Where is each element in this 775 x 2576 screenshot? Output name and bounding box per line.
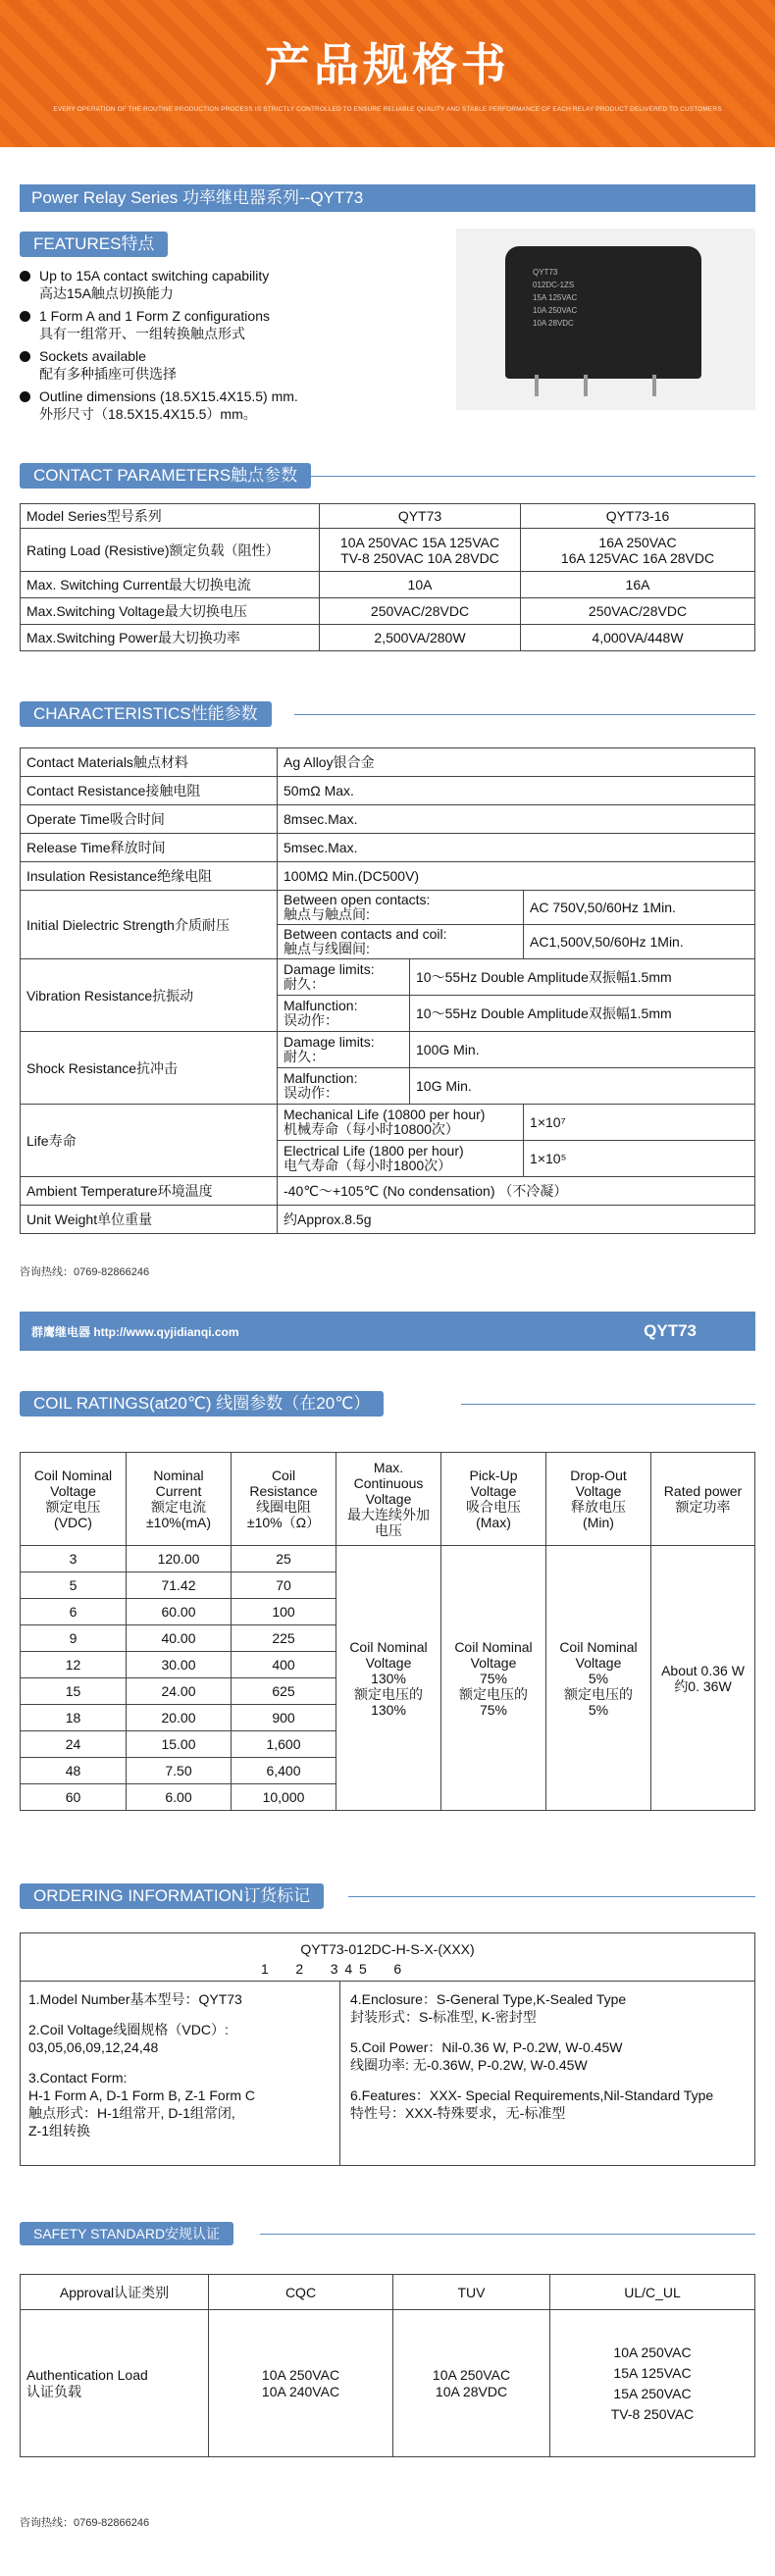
contact-table: Model Series型号系列 QYT73 QYT73-16 Rating Load (Resistive)额定负载（阻性） 10A 250VAC 15A 125VAC TV-8 250VAC 10A 28VDC 16A 250VAC 16A 125VAC 16A 28VDC Max. Switching Current最大切换电流 10A 16A Max.Switching Voltage最大切换电压 250VAC/28VDC 250VAC/28VDC Max.Switching Power最大切换功率 2,500VA/280W 4,000VA/448W — [20, 503, 755, 651]
company-strip — [20, 1312, 755, 1351]
hotline-footer: 咨询热线：0769-82866246 — [20, 2517, 150, 2529]
banner-subtitle: EVERY OPERATION OF THE ROUTINE PRODUCTION PROCESS IS STRICTLY CONTROLLED TO ENSURE RELIABLE QUALITY AND STABLE PERFORMANCE OF EACH RELAY PRODUCT DELIVERED TO CUSTOMERS — [53, 106, 722, 113]
ordering-heading: ORDERING INFORMATION订货标记 — [20, 1883, 324, 1909]
feature-item: Sockets available 配有多种插座可供选择 — [18, 347, 449, 383]
feature-item: 1 Form A and 1 Form Z configurations 具有一组常开、一组转换触点形式 — [18, 307, 449, 342]
char-table: Contact Materials触点材料 Ag Alloy银合金 Contact Resistance接触电阻 50mΩ Max. Operate Time吸合时间 8msec.Max. Release Time释放时间 5msec.Max. Insulation Resistance绝缘电阻 100MΩ Min.(DC500V) Initial Dielectric Strength介质耐压 Between open contacts: 触点与触点间: AC 750V,50/60Hz 1Min. Between contacts and coil: 触点与线圈间: AC1,500V,50/60Hz 1Min. Vibration Resistance抗振动 Damage limits: 耐久： 10～55Hz Double Amplitude双振幅1.5mm Malfunction: 误动作： 10～55Hz Double Amplitude双振幅1.5mm Shock Resistance抗冲击 Damage limits: 耐久： 100G Min. Malfunction: 误动作： 10G Min. Life寿命 Mechanical Life (10800 per hour) 机械寿命（每小时10800次） 1×10⁷ Electrical Life (1800 per hour) 电气寿命（每小时1800次） 1×10⁵ Ambient Temperature环境温度 -40℃～+105℃ (No condensation) （不冷凝） Unit Weight单位重量 约Approx.8.5g — [20, 747, 755, 1234]
feature-item: Up to 15A contact switching capability 高达15A触点切换能力 — [18, 267, 449, 302]
series-title: Power Relay Series 功率继电器系列--QYT73 — [20, 184, 755, 212]
hotline: 咨询热线：0769-82866246 — [20, 1266, 150, 1278]
page-title: 产品规格书 — [265, 38, 510, 91]
relay-photo — [456, 229, 755, 410]
safety-table: Approval认证类别 CQC TUV UL/C_UL Authentication Load 认证负载 10A 250VAC 10A 240VAC 10A 250VAC 10A 28VDC 10A 250VAC 15A 125VAC 15A 250VAC TV-8 250VAC — [20, 2274, 755, 2457]
company-url[interactable]: 群鹰继电器 http://www.qyjidianqi.com — [31, 1325, 239, 1339]
features-list — [18, 267, 449, 428]
char-heading: CHARACTERISTICS性能参数 — [20, 701, 272, 727]
coil-table: Coil Nominal Voltage 额定电压 (VDC) Nominal Current 额定电流 ±10%(mA) Coil Resistance 线圈电阻 ±10%（Ω） Max. Continuous Voltage 最大连续外加电压 Pick-Up Voltage 吸合电压 (Max) Drop-Out Voltage 释放电压 (Min) Rated power 额定功率 3 120.00 25 Coil Nominal Voltage 130% 额定电压的 130% Coil Nominal Voltage 75% 额定电压的 75% Coil Nominal Voltage 5% 额定电压的 5% About 0.36 W 约0. 36W 5 71.42 70 6 60.00 100 9 40.00 225 12 30.00 400 15 24.00 625 18 20.00 900 24 15.00 1,600 48 7.50 6,400 60 6.00 10,000 — [20, 1452, 755, 1811]
relay-image: QYT73 012DC-1ZS 15A 125VAC 10A 250VAC 10A 28VDC — [505, 246, 701, 379]
order-left-column: 1.Model Number基本型号：QYT73 2.Coil Voltage线圈规格（VDC）: 03,05,06,09,12,24,48 3.Contact Form: H-1 Form A, D-1 Form B, Z-1 Form C 触点形式：H-1组常开, D-1组常闭, Z-1组转换 — [28, 1991, 256, 2138]
safety-heading: SAFETY STANDARD安规认证 — [20, 2222, 233, 2245]
order-right-column: 4.Enclosure：S-General Type,K-Sealed Type 封装形式：S-标准型, K-密封型 5.Coil Power：Nil-0.36 W, P-0.2W, W-0.45W 线圈功率: 无-0.36W, P-0.2W, W-0.45W 6.Features：XXX- Special Requirements,Nil-Standard Type 特性号：XXX-特殊要求，无-标准型 — [350, 1991, 714, 2121]
feature-item: Outline dimensions (18.5X15.4X15.5) mm. 外形尺寸（18.5X15.4X15.5）mm。 — [18, 387, 449, 423]
ordering-box — [20, 1932, 755, 2166]
order-code: QYT73-012DC-H-S-X-(XXX) — [300, 1941, 475, 1957]
strip-model: QYT73 — [644, 1321, 697, 1340]
coil-heading: COIL RATINGS(at20℃) 线圈参数（在20℃） — [20, 1391, 384, 1417]
order-code-index: 1 2 3 4 5 6 — [261, 1961, 402, 1977]
header-banner — [0, 0, 775, 147]
contact-heading: CONTACT PARAMETERS触点参数 — [20, 463, 311, 489]
features-heading: FEATURES特点 — [20, 232, 168, 257]
